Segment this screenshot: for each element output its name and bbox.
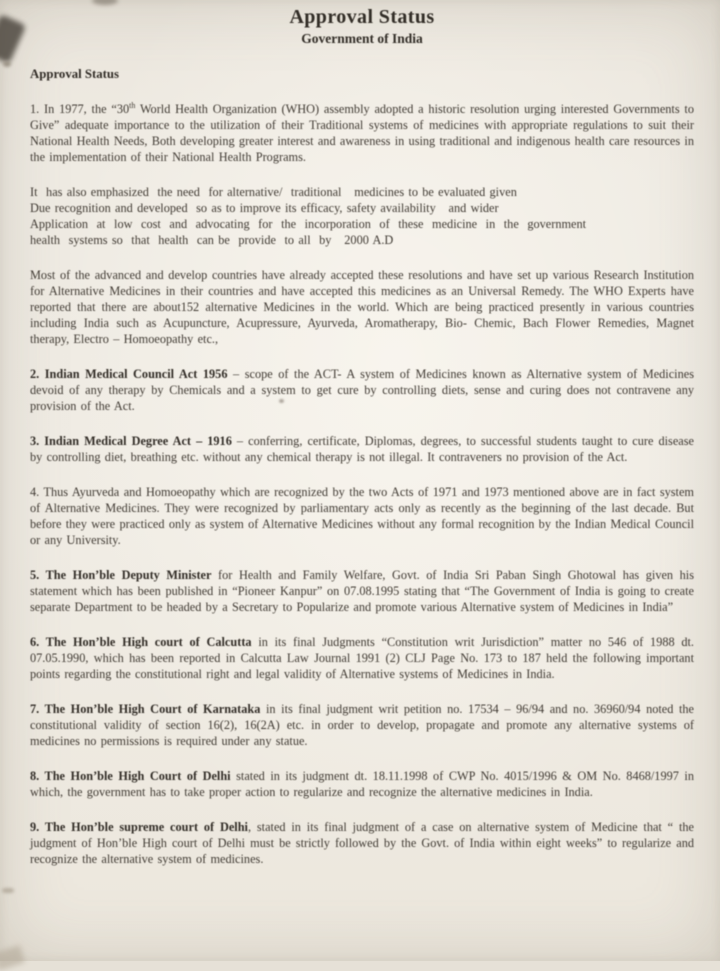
- paragraph-2: [30, 184, 694, 248]
- paragraph-2-line: It has also emphasized the need for alternative/ traditional medicines to be evaluated given: [30, 185, 517, 199]
- paragraph-6: [30, 484, 694, 548]
- paragraph-10-bold: 8. The Hon’ble High Court of Delhi: [30, 769, 231, 783]
- paragraph-6-text: 4. Thus Ayurveda and Homoeopathy which are recognized by the two Acts of 1971 and 1973 mentioned above are in fact system of Alternative Medicines. They were recognized by parliamentary acts only as recently as the beginning of the last decade. But before they were practiced only as system of Alternative Medicines without any formal recognition by the Indian Medical Council or any University.: [30, 485, 694, 547]
- paragraph-11: [30, 819, 694, 867]
- paragraph-4: [30, 366, 694, 414]
- paragraph-10-text: stated in its judgment dt. 18.11.1998 of CWP No. 4015/1996 & OM No. 8468/1997 in which, the government has to take proper action to regularize and recognize the alternative medicines in India.: [30, 769, 694, 799]
- paragraph-9-bold: 7. The Hon’ble High Court of Karnataka: [30, 702, 261, 716]
- paragraph-5: [30, 433, 694, 465]
- paragraph-4-text: – scope of the ACT- A system of Medicines known as Alternative system of Medicines devoid of any therapy by Chemicals and a system to get cure by controlling diets, sense and curing does not contravene any provision of the Act.: [30, 367, 694, 413]
- paragraph-5-text: – conferring, certificate, Diplomas, degrees, to successful students taught to cure disease by controlling diet, breathing etc. without any chemical therapy is not illegal. It contraveners no provision of the Act.: [30, 434, 694, 464]
- section-heading: Approval Status: [30, 67, 120, 81]
- paragraph-7: [30, 567, 694, 615]
- paragraph-1-text-cont: World Health Organization (WHO) assembly adopted a historic resolution urging interested Governments to Give” adequate importance to the utilization of their Traditional systems of medicines with appropriate regulations to suit their National Health Needs, Both developing greater interest and awareness in using traditional and indigenous health care resources in the implementation of their National Health Programs.: [30, 102, 694, 164]
- document-subtitle: Government of India: [301, 31, 423, 46]
- paragraph-9: [30, 701, 694, 749]
- paragraph-3-text: Most of the advanced and develop countries have already accepted these resolutions and have set up various Research Institution for Alternative Medicines in their countries and have accepted this medicines as an Universal Remedy. The WHO Experts have reported that there are about152 alternative Medicines in the world. Which are being practiced presently in various countries including India such as Acupuncture, Acupressure, Ayurveda, Aromatherapy, Bio- Chemic, Bach Flower Remedies, Magnet therapy, Electro – Homoeopathy etc.,: [30, 268, 694, 346]
- paragraph-11-bold: 9. The Hon’ble supreme court of Delhi: [30, 820, 248, 834]
- paragraph-1: [30, 101, 694, 165]
- paragraph-9-text: in its final judgment writ petition no. 17534 – 96/94 and no. 36960/94 noted the constitutional validity of section 16(2), 16(2A) etc. in order to develop, propagate and promote any alternative systems of medicines no permissions is required under any statue.: [30, 702, 694, 748]
- paragraph-3: [30, 267, 694, 347]
- paragraph-5-bold: 3. Indian Medical Degree Act – 1916: [30, 434, 232, 448]
- paragraph-2-line: Application at low cost and advocating for the incorporation of these medicine in the government: [30, 217, 587, 231]
- paragraph-8-text: in its final Judgments “Constitution writ Jurisdiction” matter no 546 of 1988 dt. 07.05.1990, which has been reported in Calcutta Law Journal 1991 (2) CLJ Page No. 173 to 187 held the following important points regarding the constitutional right and legal validity of Alternative systems of Medicines in India.: [30, 635, 695, 681]
- paragraph-10: [30, 768, 694, 800]
- paragraph-8-bold: 6. The Hon’ble High court of Calcutta: [30, 635, 252, 649]
- paragraph-2-line: health systems so that health can be provide to all by 2000 A.D: [30, 233, 394, 247]
- paragraph-11-text: , stated in its final judgment of a case on alternative system of Medicine that “ the judgment of Hon’ble High court of Delhi must be strictly followed by the Govt. of India within eight weeks” to regularize and recognize the alternative system of medicines.: [30, 820, 694, 866]
- superscript-th: th: [129, 100, 136, 110]
- paragraph-4-bold: 2. Indian Medical Council Act 1956: [30, 367, 228, 381]
- paragraph-7-text: for Health and Family Welfare, Govt. of India Sri Paban Singh Ghotowal has given his statement which has been published in “Pioneer Kanpur” on 07.08.1995 stating that “The Government of India is going to create separate Department to be headed by a Secretary to Popularize and promote various Alternative system of Medicines in India”: [30, 568, 694, 614]
- paragraph-8: [30, 634, 694, 682]
- paragraph-7-bold: 5. The Hon’ble Deputy Minister: [30, 568, 212, 582]
- paragraph-2-line: Due recognition and developed so as to improve its efficacy, safety availability and wider: [30, 201, 499, 215]
- paragraph-1-text: 1. In 1977, the “30: [30, 102, 130, 116]
- document-title: Approval Status: [289, 6, 435, 28]
